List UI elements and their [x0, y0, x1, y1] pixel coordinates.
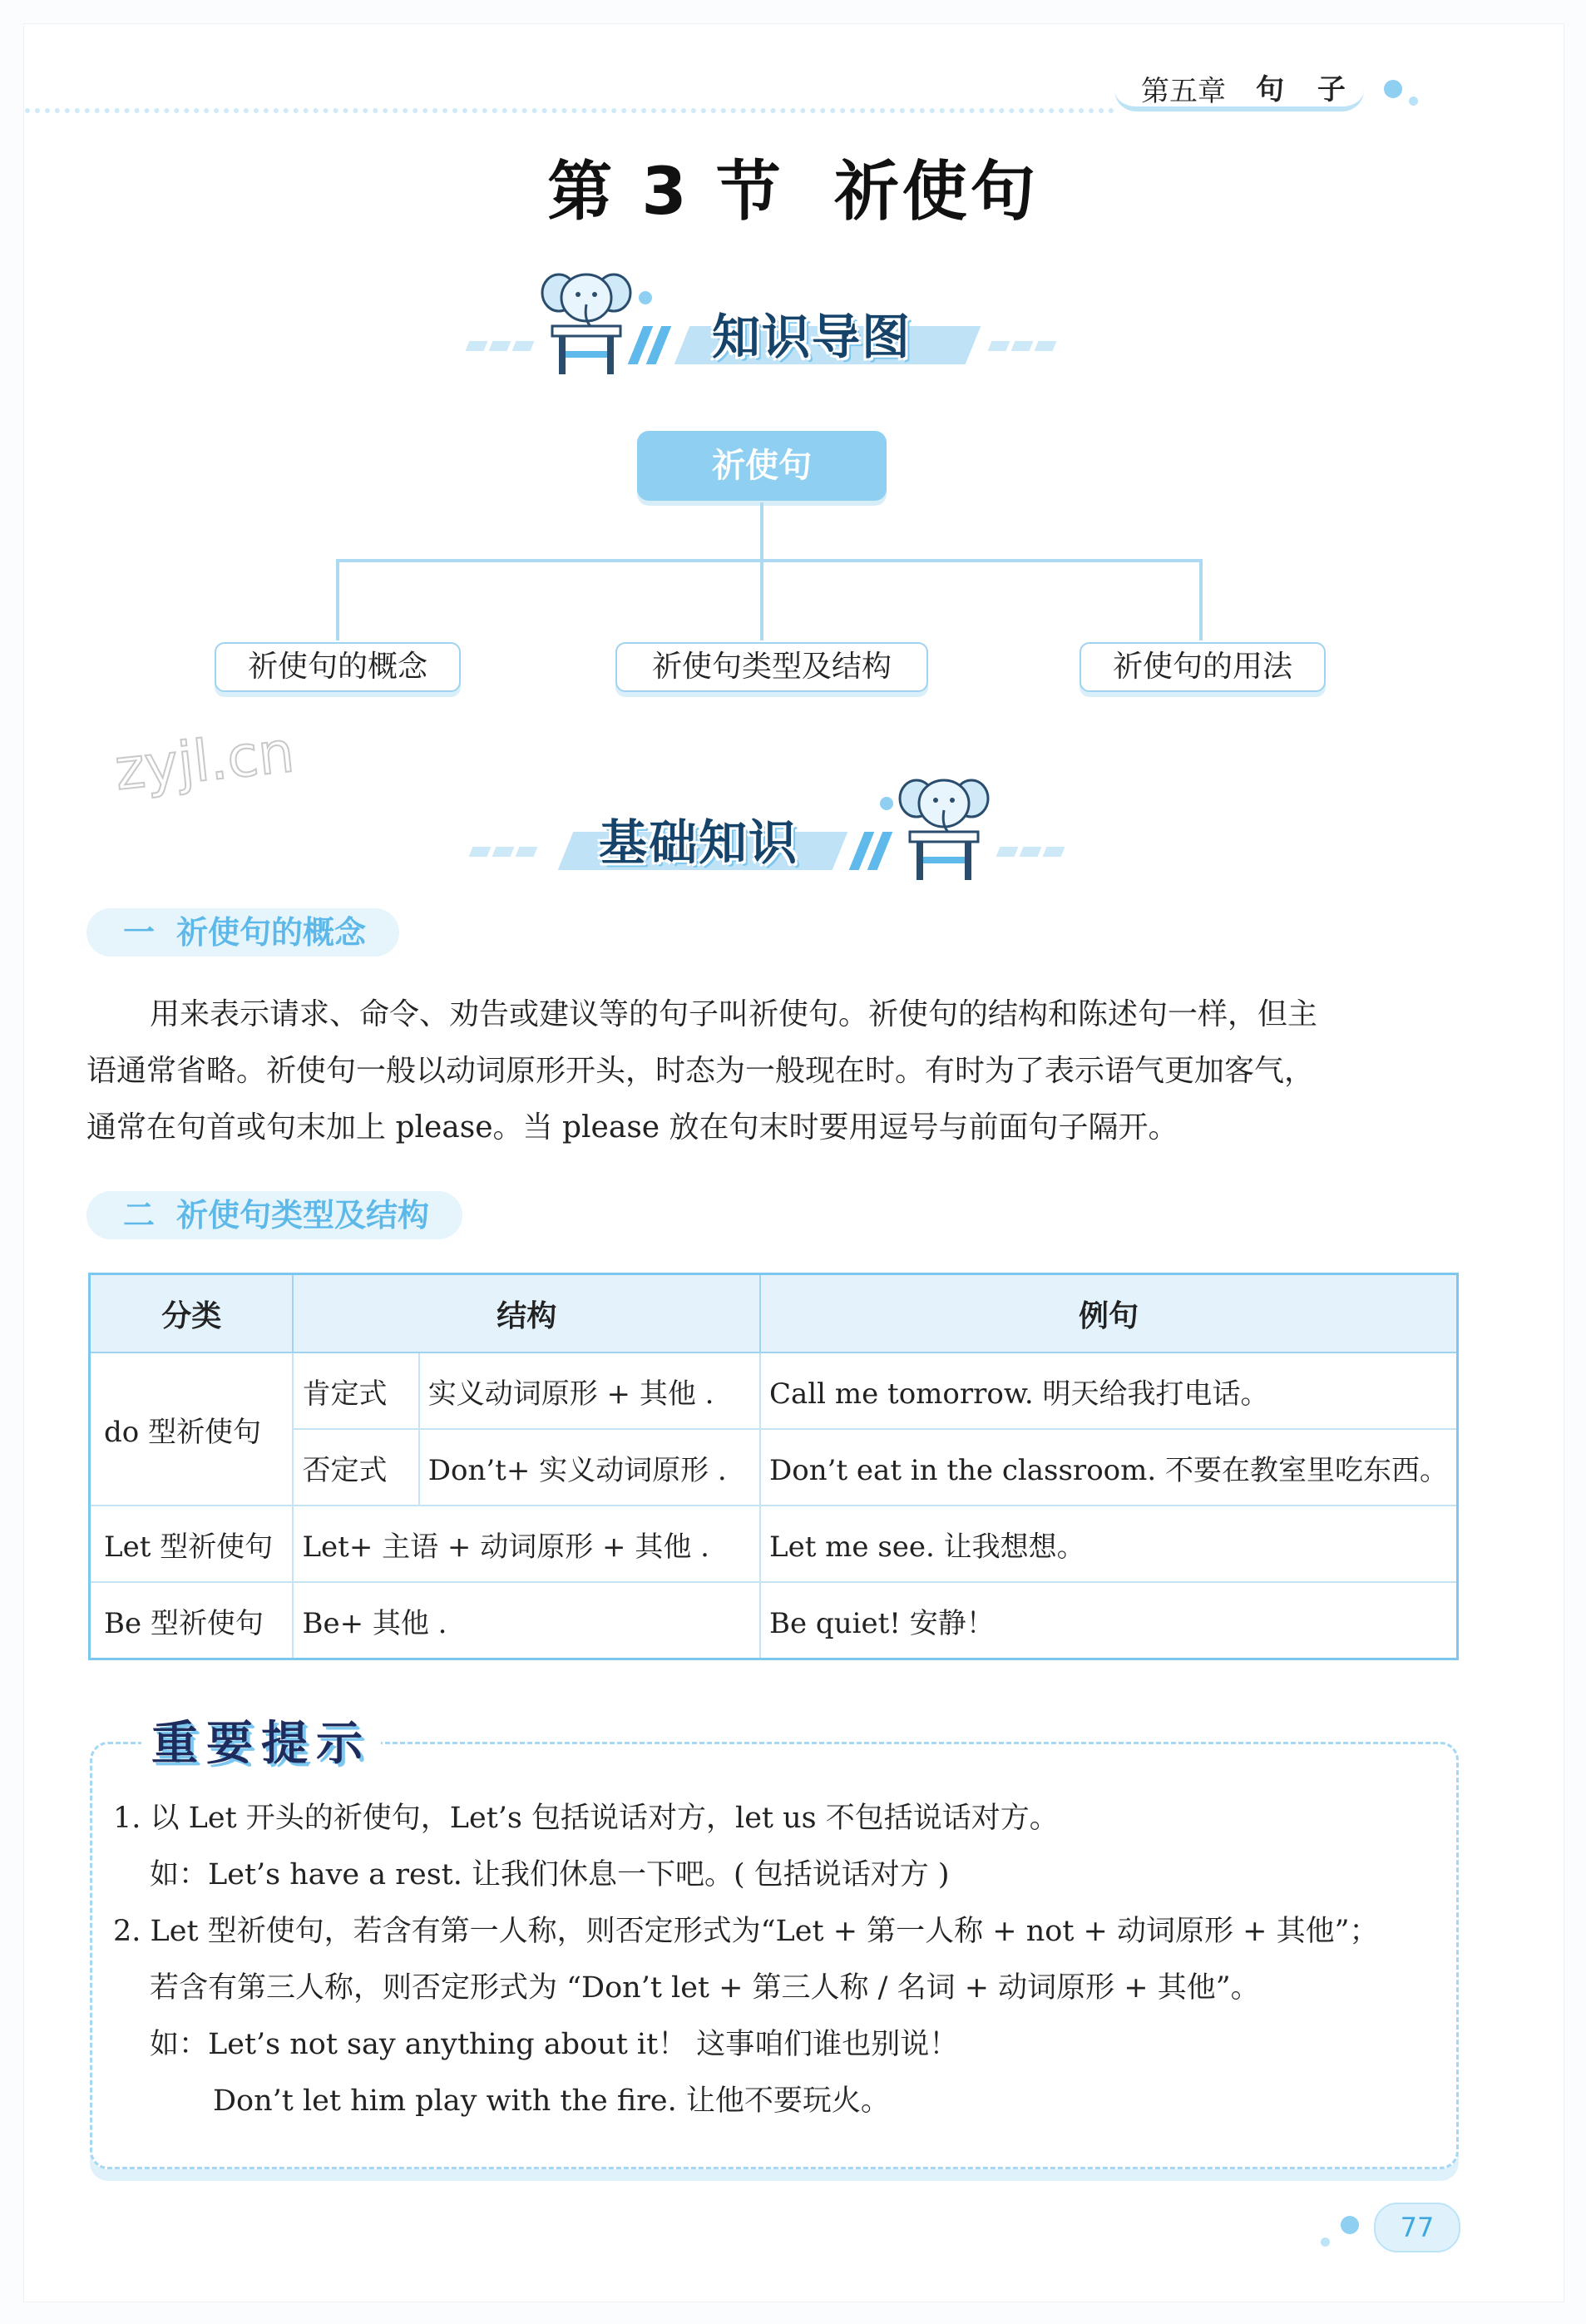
tip-line: 2. Let 型祈使句，若含有第一人称，则否定形式为“Let + 第一人称 + not + 动词原形 + 其他”； [113, 1915, 1379, 1948]
subsection-index: 一 [123, 914, 156, 951]
watermark: zyjl.cn [111, 719, 298, 804]
decor-dot [1341, 2216, 1359, 2234]
table-cell-category: do 型祈使句 [90, 1352, 294, 1506]
subsection-title: 祈使句类型及结构 [176, 1197, 430, 1234]
decor-dot [1321, 2237, 1330, 2247]
decor-dot [1409, 96, 1418, 106]
tip-line: 1. 以 Let 开头的祈使句，Let’s 包括说话对方，let us 不包括说话对方。 [113, 1802, 1059, 1835]
table-cell-example: Call me tomorrow. 明天给我打电话。 [760, 1352, 1457, 1429]
table-header: 例句 [760, 1274, 1457, 1353]
chapter-topic: 句 子 [1256, 73, 1357, 106]
sentence-types-table [88, 1273, 1459, 1660]
section-number: 第 3 节 [547, 155, 784, 230]
basic-knowledge-label: 基础知识 [599, 814, 799, 871]
subsection-index: 二 [123, 1197, 156, 1234]
table-header: 结构 [293, 1274, 760, 1353]
table-row [90, 1582, 1458, 1659]
table-row [90, 1429, 1458, 1506]
decor-dot [639, 291, 652, 304]
paragraph-line: 通常在句首或句末加上 please。当 please 放在句末时要用逗号与前面句子隔开。 [86, 1110, 1178, 1145]
tip-line: 如：Let’s not say anything about it！ 这事咱们谁也别说！ [150, 2028, 959, 2061]
knowledge-map-label: 知识导图 [712, 309, 912, 365]
table-header: 分类 [90, 1274, 294, 1353]
paragraph-line: 语通常省略。祈使句一般以动词原形开头，时态为一般现在时。有时为了表示语气更加客气， [86, 1054, 1315, 1088]
table-cell-subtype: 肯定式 [293, 1352, 418, 1429]
mind-map-connector [336, 559, 1203, 562]
mind-map-connector [760, 559, 763, 640]
section-name: 祈使句 [833, 155, 1039, 230]
elephant-mascot-icon [541, 268, 632, 381]
section-title [0, 140, 1586, 233]
table-row [90, 1352, 1458, 1429]
table-header-row [90, 1274, 1458, 1353]
table-cell-structure: Let+ 主语 + 动词原形 + 其他 . [293, 1506, 760, 1582]
table-cell-example: Be quiet! 安静！ [760, 1582, 1457, 1659]
paragraph-line: 用来表示请求、命令、劝告或建议等的句子叫祈使句。祈使句的结构和陈述句一样，但主 [150, 997, 1318, 1031]
subsection-heading-types [86, 1191, 462, 1239]
table-cell-category: Be 型祈使句 [90, 1582, 294, 1659]
table-cell-category: Let 型祈使句 [90, 1506, 294, 1582]
header-rule [25, 108, 1114, 113]
mind-map-connector [1199, 559, 1203, 640]
table-cell-structure: Be+ 其他 . [293, 1582, 760, 1659]
table-cell-subtype: 否定式 [293, 1429, 418, 1506]
concept-paragraph [86, 986, 1467, 1156]
subsection-heading-concept [86, 908, 399, 957]
mind-map-node: 祈使句类型及结构 [615, 642, 928, 692]
decor-dot [880, 797, 893, 810]
mind-map-node: 祈使句的概念 [215, 642, 461, 692]
table-cell-structure: 实义动词原形 + 其他 . [419, 1352, 760, 1429]
mind-map-node: 祈使句的用法 [1080, 642, 1326, 692]
tip-line: 若含有第三人称，则否定形式为 “Don’t let + 第三人称 / 名词 + 动词原形 + 其他”。 [150, 1971, 1260, 2005]
tips-title: 重要提示 [141, 1707, 381, 1773]
mind-map-root: 祈使句 [637, 431, 887, 501]
table-cell-structure: Don’t+ 实义动词原形 . [419, 1429, 760, 1506]
mind-map-connector [760, 502, 763, 561]
table-cell-example: Don’t eat in the classroom. 不要在教室里吃东西。 [760, 1429, 1457, 1506]
mind-map-connector [336, 559, 339, 640]
page-number: 77 [1374, 2203, 1460, 2252]
tip-line: Don’t let him play with the fire. 让他不要玩火。 [213, 2084, 890, 2118]
subsection-title: 祈使句的概念 [176, 914, 367, 951]
decor-dot [1384, 80, 1402, 98]
table-row [90, 1506, 1458, 1582]
table-cell-example: Let me see. 让我想想。 [760, 1506, 1457, 1582]
chapter-label: 第五章 [1141, 75, 1226, 108]
tip-line: 如：Let’s have a rest. 让我们休息一下吧。( 包括说话对方 ) [150, 1858, 950, 1891]
elephant-mascot-icon [898, 774, 990, 887]
